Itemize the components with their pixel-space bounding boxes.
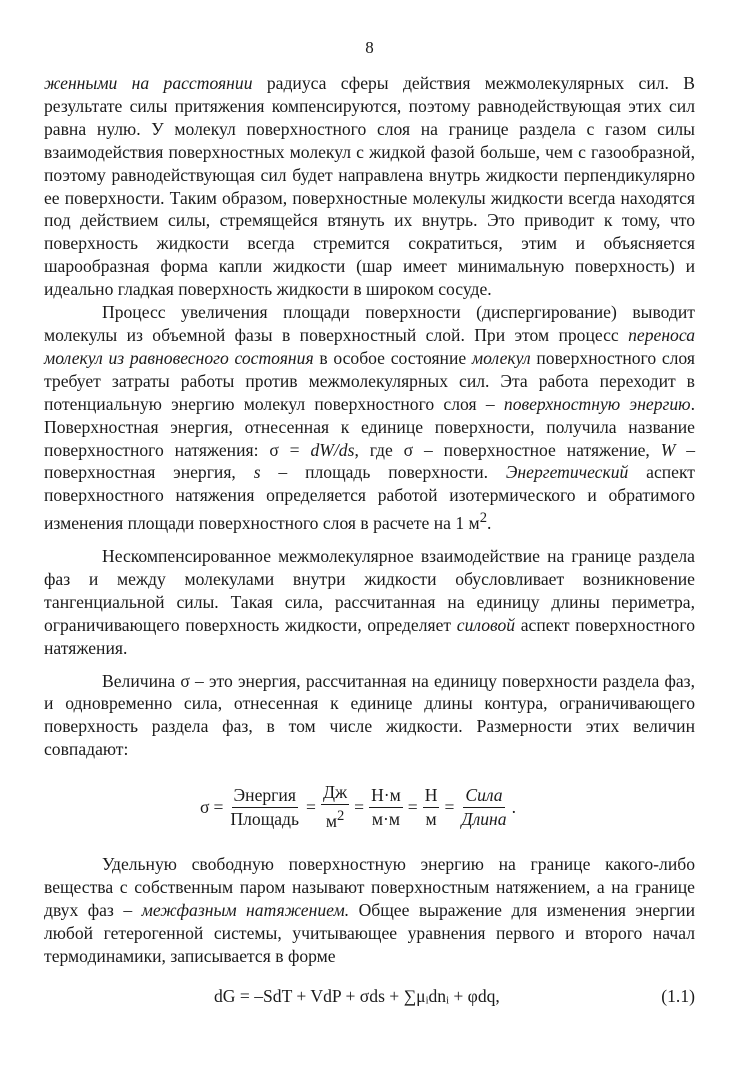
paragraph-text: Нескомпенсированное межмолекулярное взаимодействие на границе раздела фаз и между молекулами внутри жидкости обусловливает возникновение тангенциальной силы. Такая сила, рассчитанная на единицу длины периметра, ограничивающего поверхность жидкости, определяет	[44, 545, 695, 635]
formula-lhs: σ	[200, 796, 210, 817]
fraction-joule-m2	[321, 782, 349, 832]
paragraph-text: – площадь поверхности.	[260, 462, 506, 483]
page-number: 8	[365, 38, 374, 57]
fraction-nm-mm	[369, 785, 403, 830]
denominator	[324, 805, 346, 832]
document-page	[44, 38, 695, 1012]
equation-number: (1.1)	[661, 985, 695, 1006]
denominator: м	[425, 808, 437, 829]
superscript: 2	[336, 808, 345, 825]
formula-sigma-dimensions	[44, 781, 695, 833]
equals-sign: =	[354, 796, 365, 817]
paragraph-text: в особое состояние	[313, 347, 472, 368]
paragraph-text: . Поверхностная энергия, отнесенная к единице поверхности, получила название поверхностного натяжения: σ =	[44, 393, 695, 460]
italic-text: W	[660, 439, 676, 460]
equals-sign: =	[306, 796, 316, 817]
equation-1-1	[44, 982, 695, 1012]
paragraph-text: радиуса сферы действия межмолекулярных сил. В результате силы притяжения компенсируются, поэтому равнодействующая этих сил равна нулю. У молекул поверхностного слоя на границе раздела с газом силы взаимодействия поверхностных молекул с жидкой фазой больше, чем с газообразной, поэтому равнодействующая сил будет направлена внутрь жидкости перпендикулярно ее поверхности. Таким образом, поверхностные молекулы жидкости всегда находятся под действием силы, стремящейся втянуть их внутрь. Это приводит к тому, что поверхность жидкости всегда стремится сократиться, этим и объясняется шарообразная форма капли жидкости (шар имеет минимальную поверхность) и идеально гладкая поверхность жидкости в широком сосуде.	[44, 73, 695, 300]
denominator: Площадь	[230, 808, 300, 829]
numerator: Н	[423, 785, 440, 808]
italic-text: межфазным натяжением.	[141, 899, 350, 920]
paragraph-4: Величина σ – это энергия, рассчитанная на единицу поверхности раздела фаз, и одновременно сила, отнесенная к единице длины контура, ограничивающего поверхность раздела фаз, в том числе жидкости. Размерности этих величин совпадают:	[44, 670, 695, 760]
paragraph-text: Удельную свободную поверхностную энергию на границе какого-либо вещества с собственным паром называют поверхностным натяжением, а на границе двух фаз –	[44, 854, 695, 920]
italic-text: поверхностную энергию	[503, 393, 691, 414]
italic-text: s	[253, 462, 261, 483]
numerator: Дж	[321, 782, 349, 805]
italic-text: Энергетический	[505, 462, 629, 483]
numerator-text: Сила	[465, 784, 503, 805]
paragraph-text: Общее выражение для изменения энергии любой гетерогенной системы, учитывающее уравнения первого и второго начал термодинамики, записывается в форме	[44, 899, 696, 966]
paragraph-text: Процесс увеличения площади поверхности (диспергирование) выводит молекулы из объемной фазы в поверхностный слой. При этом процесс	[44, 302, 695, 345]
denominator-text: м	[325, 811, 337, 832]
numerator: Н·м	[369, 785, 403, 808]
equals-sign: =	[444, 796, 455, 817]
denominator: м·м	[371, 808, 401, 829]
italic-text: силовой	[456, 614, 516, 635]
italic-text: молекул	[471, 347, 531, 368]
formula-end: .	[511, 796, 516, 817]
paragraph-text: , где σ – поверхностное натяжение,	[354, 439, 661, 460]
paragraph-text: .	[487, 513, 492, 534]
paragraph-text: аспект поверхностного натяжения.	[44, 614, 695, 658]
italic-text: dW/ds	[310, 439, 355, 460]
numerator	[463, 785, 504, 808]
superscript: 2	[479, 510, 488, 527]
paragraph-text: аспект поверхностного натяжения определяется работой изотермического и обратимого изменения площади поверхностного слоя в расчете на 1 м	[44, 462, 695, 534]
paragraph-2	[44, 301, 695, 535]
paragraph-1	[44, 72, 695, 301]
paragraph-3	[44, 545, 695, 660]
equals-sign: =	[407, 796, 418, 817]
numerator: Энергия	[232, 785, 298, 808]
equals-sign: =	[213, 796, 224, 817]
paragraph-5	[44, 853, 695, 968]
paragraph-text: – поверхностная энергия,	[44, 439, 695, 483]
fraction-energy-area	[228, 785, 301, 830]
paragraph-text: поверхностного слоя требует затраты работы против межмолекулярных сил. Эта работа переходит в потенциальную энергию молекул поверхностного слоя –	[44, 347, 695, 414]
fraction-n-m	[423, 785, 440, 830]
italic-text: переноса молекул из равновесного состояния	[44, 324, 695, 368]
italic-text: женными на расстоянии	[44, 73, 253, 93]
denominator	[459, 808, 508, 830]
denominator-text: Длина	[461, 808, 507, 829]
fraction-force-length	[459, 785, 508, 830]
equation-body: dG = –SdT + VdP + σds + ∑μᵢdnᵢ + φdq,	[214, 985, 500, 1006]
